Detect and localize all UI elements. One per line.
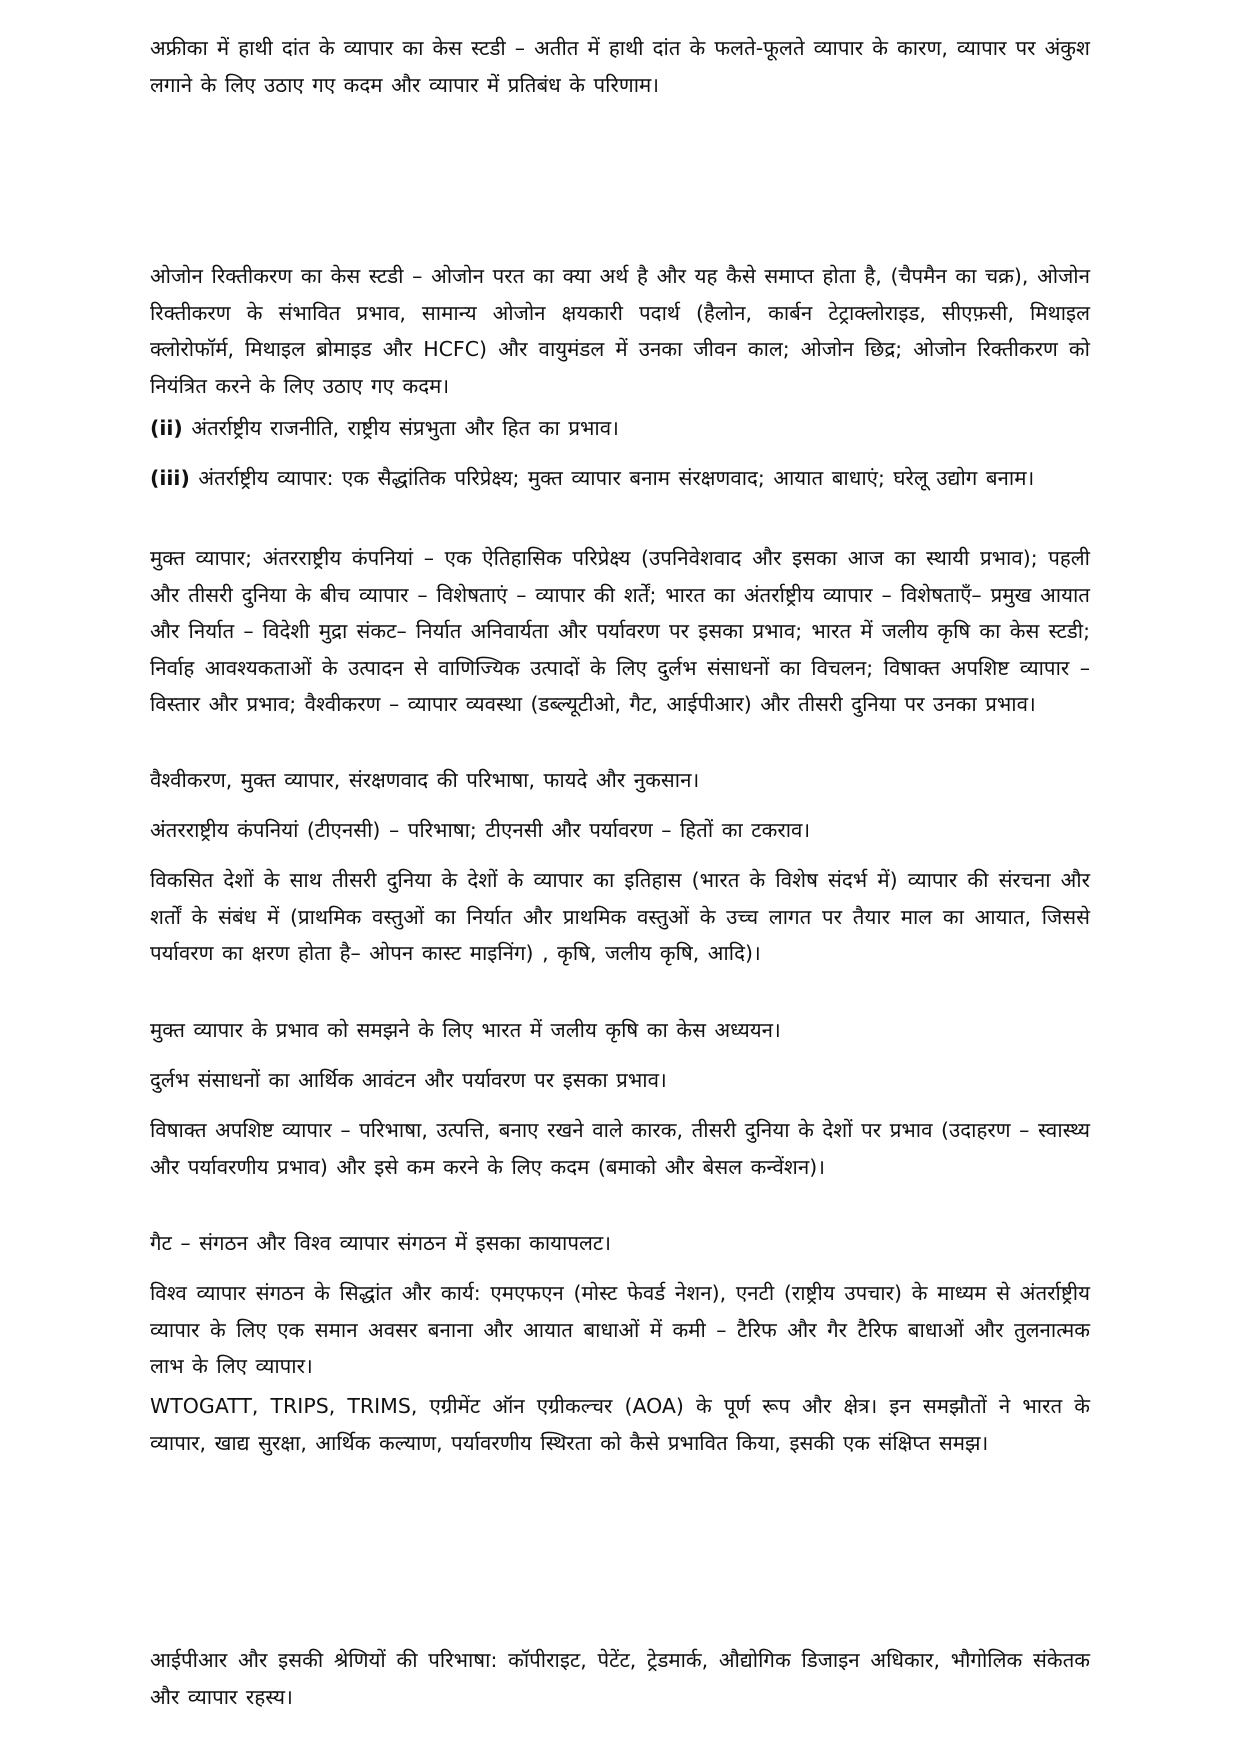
section-number: (iii) bbox=[150, 466, 190, 490]
paragraph-ozone-case-study bbox=[150, 258, 1090, 404]
paragraph-text: अंतर्राष्ट्रीय राजनीति, राष्ट्रीय संप्रभुता और हित का प्रभाव। bbox=[182, 416, 619, 440]
paragraph-text: अफ्रीका में हाथी दांत के व्यापार का केस स्टडी – अतीत में हाथी दांत के फलते-फूलते व्यापार के कारण, व्यापार पर अंकुश लगाने के लिए उठाए गए कदम और व्यापार में प्रतिबंध के परिणाम। bbox=[150, 36, 1090, 97]
paragraph-ipr-definition bbox=[150, 1642, 1090, 1715]
section-number: (ii) bbox=[150, 416, 183, 440]
paragraph-text: अंतर्राष्ट्रीय व्यापार: एक सैद्धांतिक परिप्रेक्ष्य; मुक्त व्यापार बनाम संरक्षणवाद; आयात बाधाएं; घरेलू उद्योग बनाम। bbox=[189, 466, 1035, 490]
paragraph-international-trade bbox=[150, 460, 1090, 497]
paragraph-tnc-definition bbox=[150, 812, 1090, 849]
paragraph-scarce-resources bbox=[150, 1062, 1090, 1099]
paragraph-text: ओजोन रिक्तीकरण का केस स्टडी – ओजोन परत का क्या अर्थ है और यह कैसे समाप्त होता है, (चैपमैन का चक्र), ओजोन रिक्तीकरण के संभावित प्रभाव, सामान्य ओजोन क्षयकारी पदार्थ (हैलोन, कार्बन टेट्राक्लोराइड, सीएफ़सी, मिथाइल क्लोरोफॉर्म, मिथाइल ब्रोमाइड और HCFC) और वायुमंडल में उनका जीवन काल; ओजोन छिद्र; ओजोन रिक्तीकरण को नियंत्रित करने के लिए उठाए गए कदम। bbox=[150, 264, 1090, 398]
paragraph-ivory-case-study bbox=[150, 30, 1090, 103]
paragraph-text: विश्व व्यापार संगठन के सिद्धांत और कार्य: एमएफएन (मोस्ट फेवर्ड नेशन), एनटी (राष्ट्रीय उपचार) के माध्यम से अंतर्राष्ट्रीय व्यापार के लिए एक समान अवसर बनाना और आयात बाधाओं में कमी – टैरिफ और गैर टैरिफ बाधाओं और तुलनात्मक लाभ के लिए व्यापार। bbox=[150, 1281, 1090, 1378]
paragraph-wto-principles bbox=[150, 1275, 1090, 1385]
paragraph-aquaculture-case-study bbox=[150, 1012, 1090, 1049]
paragraph-text: आईपीआर और इसकी श्रेणियों की परिभाषा: कॉपीराइट, पेटेंट, ट्रेडमार्क, औद्योगिक डिजाइन अधिकार, भौगोलिक संकेतक और व्यापार रहस्य। bbox=[150, 1648, 1090, 1709]
paragraph-text: विकसित देशों के साथ तीसरी दुनिया के देशों के व्यापार का इतिहास (भारत के विशेष संदर्भ में) व्यापार की संरचना और शर्तों के संबंध में (प्राथमिक वस्तुओं का निर्यात और प्राथमिक वस्तुओं के उच्च लागत पर तैयार माल का आयात, जिससे पर्यावरण का क्षरण होता है– ओपन कास्ट माइनिंग) , कृषि, जलीय कृषि, आदि)। bbox=[150, 868, 1090, 965]
paragraph-text: मुक्त व्यापार के प्रभाव को समझने के लिए भारत में जलीय कृषि का केस अध्ययन। bbox=[150, 1018, 781, 1042]
paragraph-free-trade-mnc bbox=[150, 540, 1090, 723]
paragraph-international-politics bbox=[150, 410, 1090, 447]
paragraph-text: मुक्त व्यापार; अंतरराष्ट्रीय कंपनियां – एक ऐतिहासिक परिप्रेक्ष्य (उपनिवेशवाद और इसका आज का स्थायी प्रभाव); पहली और तीसरी दुनिया के बीच व्यापार – विशेषताएं – व्यापार की शर्तें; भारत का अंतर्राष्ट्रीय व्यापार – विशेषताएँ– प्रमुख आयात और निर्यात – विदेशी मुद्रा संकट– निर्यात अनिवार्यता और पर्यावरण पर इसका प्रभाव; भारत में जलीय कृषि का केस स्टडी; निर्वाह आवश्यकताओं के उत्पादन से वाणिज्यिक उत्पादों के लिए दुर्लभ संसाधनों का विचलन; विषाक्त अपशिष्ट व्यापार – विस्तार और प्रभाव; वैश्वीकरण – व्यापार व्यवस्था (डब्ल्यूटीओ, गैट, आईपीआर) और तीसरी दुनिया पर उनका प्रभाव। bbox=[150, 546, 1090, 716]
paragraph-toxic-waste-trade bbox=[150, 1112, 1090, 1185]
paragraph-text: WTOGATT, TRIPS, TRIMS, एग्रीमेंट ऑन एग्रीकल्चर (AOA) के पूर्ण रूप और क्षेत्र। इन समझौतों ने भारत के व्यापार, खाद्य सुरक्षा, आर्थिक कल्याण, पर्यावरणीय स्थिरता को कैसे प्रभावित किया, इसकी एक संक्षिप्त समझ। bbox=[150, 1394, 1090, 1455]
paragraph-gatt-wto bbox=[150, 1225, 1090, 1262]
paragraph-text: दुर्लभ संसाधनों का आर्थिक आवंटन और पर्यावरण पर इसका प्रभाव। bbox=[150, 1068, 667, 1092]
paragraph-globalisation-definition bbox=[150, 762, 1090, 799]
paragraph-trade-history bbox=[150, 862, 1090, 972]
paragraph-wto-agreements bbox=[150, 1388, 1090, 1461]
paragraph-text: वैश्वीकरण, मुक्त व्यापार, संरक्षणवाद की परिभाषा, फायदे और नुकसान। bbox=[150, 768, 700, 792]
paragraph-text: गैट – संगठन और विश्व व्यापार संगठन में इसका कायापलट। bbox=[150, 1231, 612, 1255]
paragraph-text: विषाक्त अपशिष्ट व्यापार – परिभाषा, उत्पत्ति, बनाए रखने वाले कारक, तीसरी दुनिया के देशों पर प्रभाव (उदाहरण – स्वास्थ्य और पर्यावरणीय प्रभाव) और इसे कम करने के लिए कदम (बमाको और बेसल कन्वेंशन)। bbox=[150, 1118, 1090, 1179]
paragraph-text: अंतरराष्ट्रीय कंपनियां (टीएनसी) – परिभाषा; टीएनसी और पर्यावरण – हितों का टकराव। bbox=[150, 818, 811, 842]
